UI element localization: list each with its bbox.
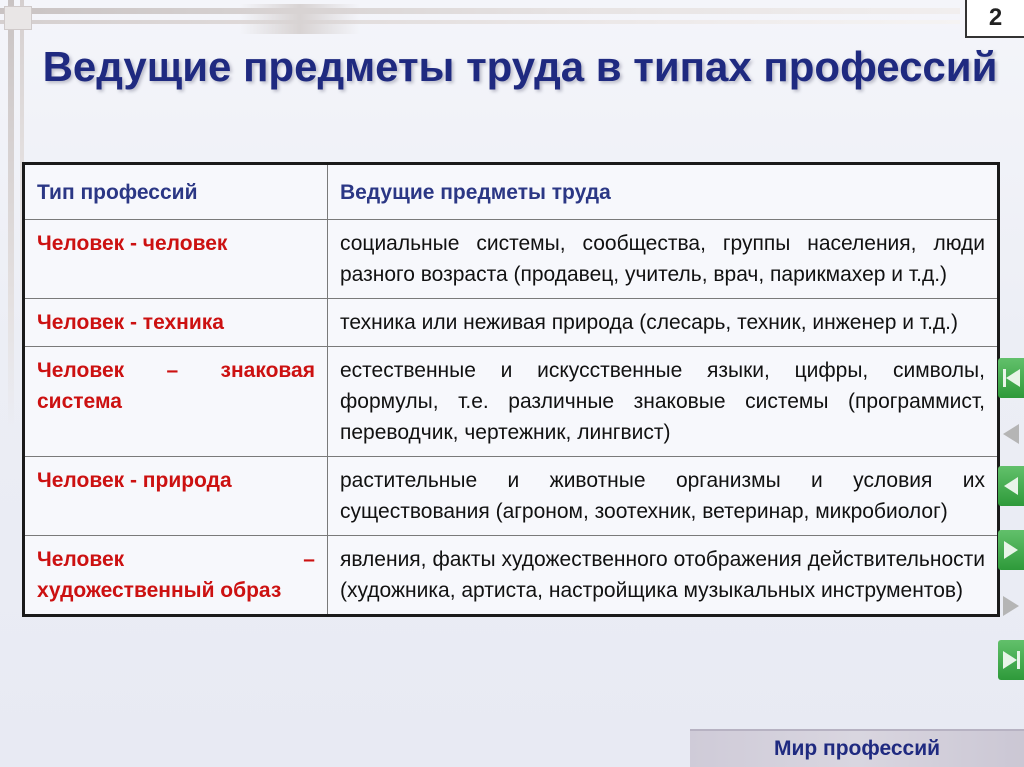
first-slide-button[interactable] [998,358,1024,398]
work-subjects: социальные системы, сообщества, группы населения, люди разного возраста (продавец, учитель, врач, парикмахер и т.д.) [328,220,999,299]
decor-square [4,6,32,30]
decor-stripe [0,20,960,24]
decor-stripe [8,0,14,430]
last-slide-icon [1003,651,1020,669]
work-subjects: техника или неживая природа (слесарь, техник, инженер и т.д.) [328,299,999,347]
previous-slide-button[interactable] [998,414,1024,454]
profession-type: Человек - техника [24,299,328,347]
next-slide-icon [1004,541,1018,559]
table-row [24,347,999,457]
profession-type: Человек - природа [24,457,328,536]
column-header: Тип профессий [24,164,328,220]
professions-table [22,162,1000,617]
back-icon [1004,477,1018,495]
table-row [24,457,999,536]
table-row [24,536,999,616]
decor-stripe [0,8,960,14]
next-slide-button[interactable] [998,530,1024,570]
first-slide-icon [1003,369,1020,387]
page-number: 2 [965,0,1024,38]
forward-button[interactable] [998,586,1024,626]
previous-slide-icon [1003,424,1019,444]
table-header-row [24,164,999,220]
profession-type: Человек - человек [24,220,328,299]
table-row [24,220,999,299]
work-subjects: естественные и искусственные языки, цифры, символы, формулы, т.е. различные знаковые системы (программист, переводчик, чертежник, лингвист) [328,347,999,457]
last-slide-button[interactable] [998,640,1024,680]
forward-icon [1003,596,1019,616]
column-header: Ведущие предметы труда [328,164,999,220]
slide-title: Ведущие предметы труда в типах профессий [42,43,998,90]
table-row [24,299,999,347]
back-button[interactable] [998,466,1024,506]
profession-type: Человек – художественный образ [24,536,328,616]
work-subjects: явления, факты художественного отображения действительности (художника, артиста, настройщика музыкальных инструментов) [328,536,999,616]
profession-type: Человек – знаковая система [24,347,328,457]
decor-stripe [240,4,360,34]
work-subjects: растительные и животные организмы и условия их существования (агроном, зоотехник, ветеринар, микробиолог) [328,457,999,536]
footer-caption: Мир профессий [690,729,1024,767]
